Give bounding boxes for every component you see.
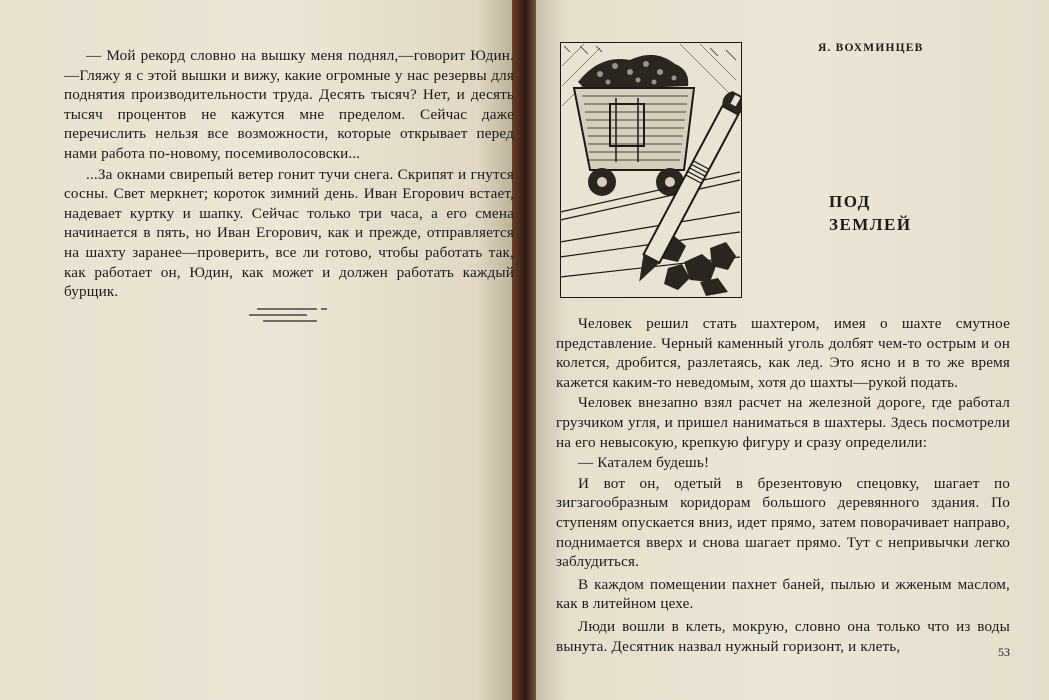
- chapter-title: [829, 190, 912, 236]
- right-paragraph: — Каталем будешь!: [578, 454, 710, 472]
- right-paragraph: Человек решил стать шахтером, имея о шахте смутное представление. Черный каменный уголь долбят чем-то острым и он колется, дробится, разлетаясь, как лед. Это ясно и в то же время кажется каким-то неведомым, хотя до шахты—рукой подать.: [556, 315, 1010, 391]
- right-paragraph: Человек внезапно взял расчет на железной дороге, где работал грузчиком угля, и пришел наниматься в шахтеры. Здесь посмотрели на его невысокую, крепкую фигуру и сразу определили:: [556, 394, 1010, 451]
- right-paragraph: И вот он, одетый в брезентовую спецовку, шагает по зигзагообразным коридорам большого деревянного здания. По ступеням опускается вниз, идет прямо, затем поворачивает направо, поднимается вверх и снова шагает прямо. Тут с непривычки легко заблудиться.: [556, 474, 1010, 571]
- left-paragraph: ...За окнами свирепый ветер гонит тучи снега. Скрипят и гнутся сосны. Свет меркнет; короток зимний день. Иван Егорович встает, надевает куртку и шапку. Сейчас только три часа, а его смена начинается в пять, но Иван Егорович, как и прежде, отправляется на шахту заранее—проверить, все ли готово, чтобы работать так, как работает он, Юдин, как может и должен работать каждый бурщик.: [64, 165, 514, 301]
- right-paragraph: Люди вошли в клеть, мокрую, словно она только что из воды вынута. Десятник назвал нужный горизонт, и клеть,: [556, 617, 1010, 655]
- mine-cart-pickaxe-illustration: [560, 42, 742, 298]
- left-paragraph: — Мой рекорд словно на вышку меня поднял,—говорит Юдин.—Гляжу я с этой вышки и вижу, какие огромные у нас резервы для поднятия производительности труда. Десять тысяч? Нет, и десять тысяч процентов не кажутся мне пределом. Сейчас даже перечислить нельзя все возможности, которые открывает перед нами работа по-новому, посемиволосовски...: [64, 47, 514, 162]
- right-paragraph: В каждом помещении пахнет баней, пылью и жженым маслом, как в литейном цехе.: [556, 575, 1010, 613]
- page-number: 53: [998, 645, 1010, 659]
- chapter-title-line: ПОД: [829, 192, 871, 211]
- author-header: Я. ВОХМИНЦЕВ: [818, 42, 924, 54]
- section-ornament: [245, 305, 335, 327]
- book-spine: [512, 0, 536, 700]
- right-page-text: [556, 314, 1010, 656]
- left-page-text: [64, 46, 514, 302]
- chapter-title-line: ЗЕМЛЕЙ: [829, 215, 912, 234]
